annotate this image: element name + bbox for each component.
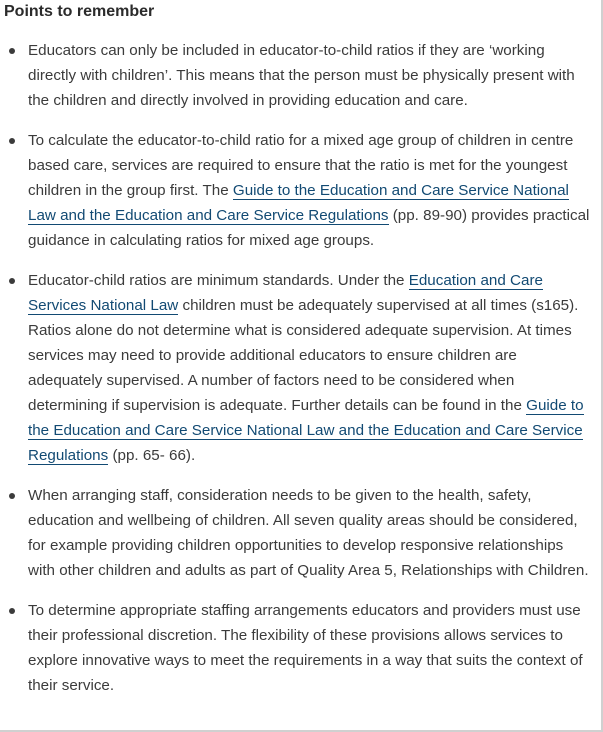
list-item xyxy=(0,483,590,583)
list-item-text: (pp. 89-90) provides practical guidance in calculating ratios for mixed age groups. xyxy=(28,207,590,249)
list-item xyxy=(0,128,590,253)
list-item-text: Educator-child ratios are minimum standards. Under the xyxy=(28,272,409,289)
list-item-text: (pp. 65- 66). xyxy=(108,447,196,464)
list-item-text: When arranging staff, consideration needs to be given to the health, safety, education and wellbeing of children. All seven quality areas should be considered, for example providing children opportunities to develop responsive relationships with other children and adults as part of Quality Area 5, Relationships with Children. xyxy=(28,487,589,579)
list-item-text: Educators can only be included in educator-to-child ratios if they are ‘working directly with children’. This means that the person must be physically present with the children and directly involved in providing education and care. xyxy=(28,42,575,109)
list-item xyxy=(0,268,590,468)
list-item xyxy=(0,598,590,698)
page-title: Points to remember xyxy=(4,3,155,20)
list-item-text: children must be adequately supervised at all times (s165). Ratios alone do not determine what is considered adequate supervision. At times services may need to provide additional educators to ensure children are adequately supervised. A number of factors need to be considered when determining if supervision is adequate. Further details can be found in the xyxy=(28,297,579,414)
guide-national-law-link[interactable]: Guide to the Education and Care Service National Law and the Education and Care Service Regulations xyxy=(28,182,569,224)
points-list xyxy=(0,38,590,713)
list-item-text: To determine appropriate staffing arrangements educators and providers must use their professional discretion. The flexibility of these provisions allows services to explore innovative ways to meet the requirements in a way that suits the context of their service. xyxy=(28,602,583,694)
list-item-text: To calculate the educator-to-child ratio for a mixed age group of children in centre based care, services are required to ensure that the ratio is met for the youngest children in the group first. The xyxy=(28,132,574,199)
guide-national-law-link[interactable]: Guide to the Education and Care Service National Law and the Education and Care Service Regulations xyxy=(28,397,584,464)
national-law-link[interactable]: Education and Care Services National Law xyxy=(28,272,543,314)
list-item xyxy=(0,38,590,113)
